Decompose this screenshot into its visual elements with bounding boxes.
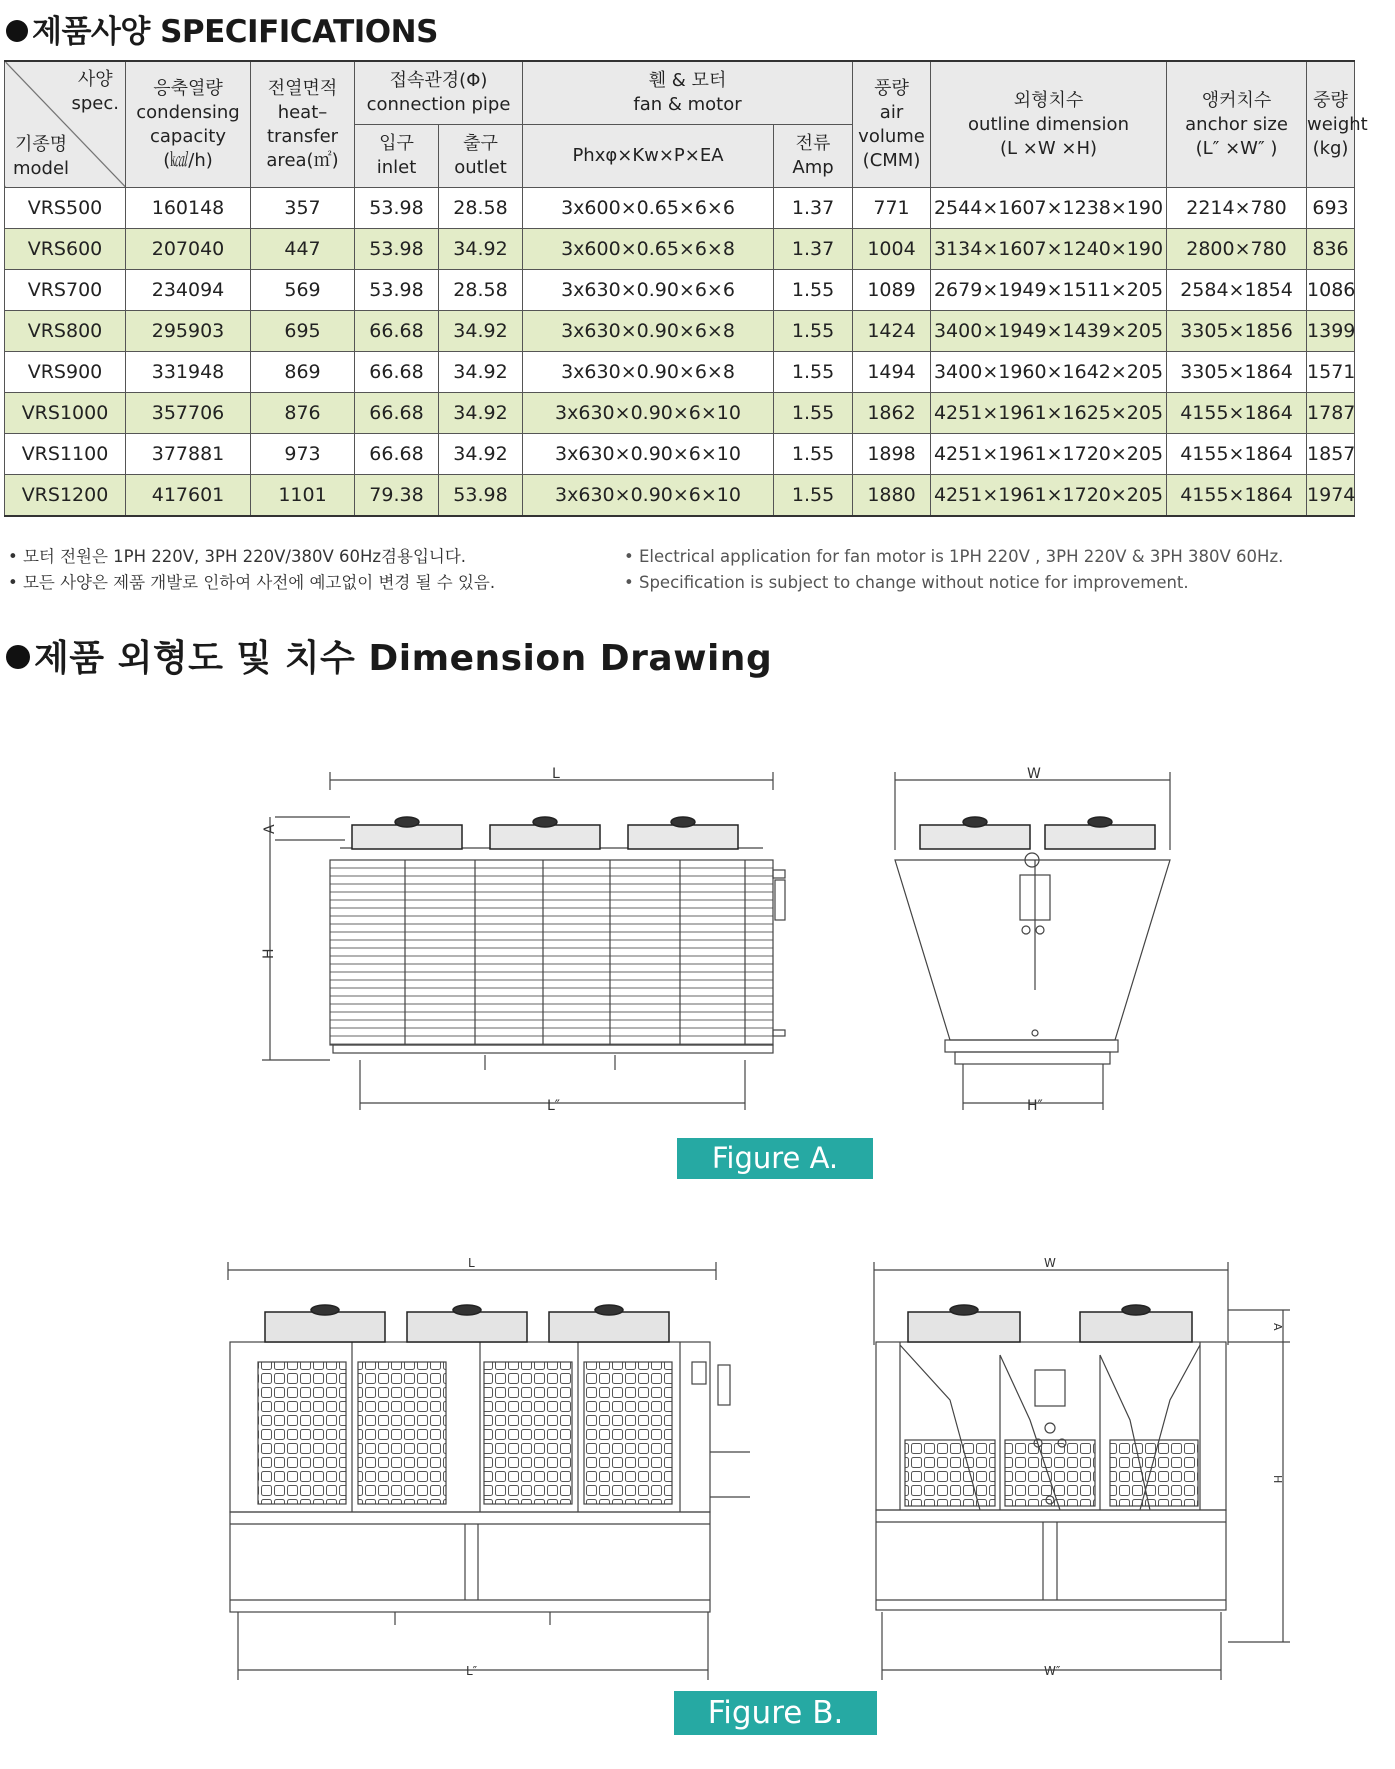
table-cell: 66.68 [355,393,439,434]
table-cell: VRS700 [5,270,126,311]
table-cell: 1571 [1307,352,1355,393]
label-H-b: H [1271,1475,1284,1484]
label-H2-a: H″ [1027,1098,1043,1114]
header-weight: 중량 weight (kg) [1307,61,1355,188]
table-cell: 1.37 [774,229,853,270]
table-cell: 1494 [853,352,931,393]
table-cell: 4155×1864 [1167,434,1307,475]
table-cell: 1898 [853,434,931,475]
table-cell: VRS1100 [5,434,126,475]
table-cell: 695 [251,311,355,352]
label-A-b: A [1271,1323,1284,1331]
label-W-b: W [1044,1256,1056,1270]
table-cell: VRS1200 [5,475,126,517]
table-cell: 3x630×0.90×6×10 [523,475,774,517]
table-cell: 3x630×0.90×6×8 [523,352,774,393]
figure-b-front-view [228,1262,750,1680]
table-cell: VRS500 [5,188,126,229]
table-cell: 1.55 [774,352,853,393]
table-cell: 836 [1307,229,1355,270]
header-anchor: 앵커치수 anchor size (L″ ×W″ ) [1167,61,1307,188]
table-cell: 2584×1854 [1167,270,1307,311]
table-cell: VRS900 [5,352,126,393]
table-cell: 447 [251,229,355,270]
table-cell: 28.58 [439,270,523,311]
table-cell: 28.58 [439,188,523,229]
table-cell: 2800×780 [1167,229,1307,270]
table-cell: 1880 [853,475,931,517]
table-cell: 53.98 [355,270,439,311]
table-cell: 869 [251,352,355,393]
table-cell: 3x600×0.65×6×6 [523,188,774,229]
header-outline: 외형치수 outline dimension (L ×W ×H) [931,61,1167,188]
label-L2-a: L″ [547,1098,561,1114]
table-cell: 234094 [126,270,251,311]
table-cell: 1.55 [774,311,853,352]
table-cell: 4251×1961×1720×205 [931,475,1167,517]
label-L2-b: L″ [466,1664,478,1678]
table-cell: VRS1000 [5,393,126,434]
table-cell: 331948 [126,352,251,393]
table-cell: 1089 [853,270,931,311]
table-cell: VRS800 [5,311,126,352]
table-cell: 295903 [126,311,251,352]
figure-b-label: Figure B. [674,1691,877,1735]
header-air-volume: 풍량 air volume (CMM) [853,61,931,188]
table-cell: 4251×1961×1625×205 [931,393,1167,434]
table-cell: 53.98 [439,475,523,517]
figure-a-side-view [895,772,1170,1110]
label-A-a: A [262,824,278,834]
table-cell: 1101 [251,475,355,517]
table-cell: 207040 [126,229,251,270]
table-cell: 1.55 [774,475,853,517]
table-cell: 4155×1864 [1167,475,1307,517]
table-cell: 357706 [126,393,251,434]
header-outlet: 출구 outlet [439,125,523,188]
notes-korean: • 모터 전원은 1PH 220V, 3PH 220V/380V 60Hz겸용입니다. • 모든 사양은 제품 개발로 인하여 사전에 예고없이 변경 될 수 있음. [8,547,496,592]
table-cell: 1862 [853,393,931,434]
header-pipe: 접속관경(Φ) connection pipe [355,61,523,125]
table-cell: 66.68 [355,434,439,475]
table-cell: 1399 [1307,311,1355,352]
table-cell: 3305×1856 [1167,311,1307,352]
table-cell: 1857 [1307,434,1355,475]
table-cell: 1.55 [774,270,853,311]
table-cell: 66.68 [355,352,439,393]
table-cell: 3x630×0.90×6×6 [523,270,774,311]
table-cell: 160148 [126,188,251,229]
section-title-dimension-drawing: 제품 외형도 및 치수 Dimension Drawing [6,630,772,681]
table-cell: 1787 [1307,393,1355,434]
table-cell: 3x630×0.90×6×8 [523,311,774,352]
table-cell: 3x630×0.90×6×10 [523,434,774,475]
table-cell: 3305×1864 [1167,352,1307,393]
table-cell: 34.92 [439,311,523,352]
label-L-a: L [552,766,560,782]
table-cell: 3x630×0.90×6×10 [523,393,774,434]
table-cell: VRS600 [5,229,126,270]
table-cell: 3134×1607×1240×190 [931,229,1167,270]
header-inlet: 입구 inlet [355,125,439,188]
header-fan: 휀 & 모터 fan & motor [523,61,853,125]
table-cell: 1.55 [774,434,853,475]
table-cell: 693 [1307,188,1355,229]
notes-english: • Electrical application for fan motor is 1PH 220V , 3PH 220V & 3PH 380V 60Hz. • Specification is subject to change without notice for improvement. [624,547,1284,592]
table-cell: 3400×1960×1642×205 [931,352,1167,393]
label-L-b: L [468,1256,475,1270]
header-amp: 전류 Amp [774,125,853,188]
table-cell: 973 [251,434,355,475]
figure-a-label: Figure A. [677,1138,873,1179]
table-cell: 34.92 [439,434,523,475]
table-cell: 79.38 [355,475,439,517]
figure-b-side-view [874,1262,1290,1680]
table-cell: 1004 [853,229,931,270]
table-cell: 66.68 [355,311,439,352]
table-cell: 2214×780 [1167,188,1307,229]
table-cell: 2679×1949×1511×205 [931,270,1167,311]
table-cell: 357 [251,188,355,229]
table-cell: 3400×1949×1439×205 [931,311,1167,352]
label-W2-b: W″ [1044,1664,1061,1678]
table-cell: 771 [853,188,931,229]
table-cell: 53.98 [355,188,439,229]
table-cell: 34.92 [439,352,523,393]
header-fan-spec: Phxφ×Kw×P×EA [523,125,774,188]
label-W-a: W [1027,766,1041,782]
header-area: 전열면적 heat– transfer area(㎡) [251,61,355,188]
table-cell: 4251×1961×1720×205 [931,434,1167,475]
table-cell: 876 [251,393,355,434]
header-capacity: 응축열량 condensing capacity (㎉/h) [126,61,251,188]
table-cell: 377881 [126,434,251,475]
table-cell: 1424 [853,311,931,352]
table-cell: 3x600×0.65×6×8 [523,229,774,270]
table-cell: 2544×1607×1238×190 [931,188,1167,229]
table-cell: 34.92 [439,393,523,434]
table-cell: 34.92 [439,229,523,270]
table-cell: 1.55 [774,393,853,434]
table-cell: 417601 [126,475,251,517]
table-cell: 1086 [1307,270,1355,311]
table-cell: 4155×1864 [1167,393,1307,434]
figure-a-front-view [262,772,785,1110]
corner-header: 사양 spec. 기종명 model [5,61,126,188]
table-cell: 53.98 [355,229,439,270]
section-title-specifications: 제품사양 SPECIFICATIONS [6,6,438,51]
table-cell: 1.37 [774,188,853,229]
table-cell: 1974 [1307,475,1355,517]
label-H-a: H [261,948,277,959]
table-cell: 569 [251,270,355,311]
